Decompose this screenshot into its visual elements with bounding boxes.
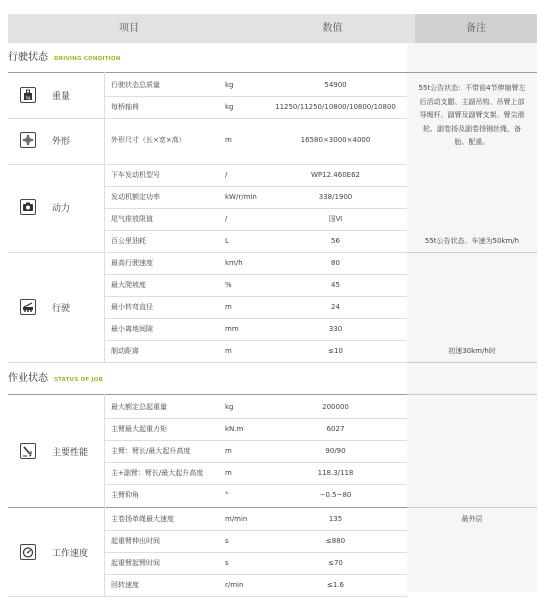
table-row [104,275,407,296]
row-unit: / [225,215,228,223]
row-value: −0.5~80 [319,491,352,499]
row-value: 118.3/118 [317,469,354,477]
row-unit: m [225,447,232,455]
section-title-working-cn: 作业状态 [8,373,48,384]
note-brake: 初速30km/h时 [448,347,496,355]
row-value: 国Ⅵ [328,215,343,223]
section-title-working-en: STATUS OF JOB [54,377,104,383]
section-title-working [8,368,103,390]
row-unit: km/h [225,259,243,267]
row-value: 56 [331,237,340,245]
column-divider [104,394,105,596]
header-item: 项目 [119,23,139,34]
row-value: 45 [331,281,340,289]
row-name: 最小转弯直径 [111,303,153,311]
row-name: 主卷扬单绳最大速度 [111,515,174,523]
group-label-performance: 主要性能 [52,448,89,458]
table-row [104,485,407,506]
table-header [8,14,537,43]
table-row [104,553,407,574]
table-row [104,209,407,230]
row-name: 尾气排放限值 [111,215,153,223]
table-row [104,419,407,440]
row-value: 6027 [326,425,345,433]
table-row [104,231,407,252]
row-unit: s [225,537,229,545]
row-name: 行驶状态总质量 [111,81,160,89]
header-value: 数值 [322,23,343,34]
row-name: 最大额定总起重量 [111,403,167,411]
divider [8,394,407,395]
row-unit: L [225,237,229,245]
section-title-driving-cn: 行驶状态 [8,52,48,63]
row-unit: kW/r/min [225,193,257,201]
speedometer-icon [20,544,36,560]
row-value: ≤70 [328,559,343,567]
row-value: 24 [331,303,340,311]
crane-hook-icon [20,443,36,459]
row-name: 下车发动机型号 [111,171,160,179]
row-name: 回转速度 [111,581,139,589]
divider [8,596,407,597]
row-value: 80 [331,259,340,267]
section-title-driving [8,47,121,69]
row-unit: kN.m [225,425,244,433]
table-row [104,253,407,274]
group-label-travel: 行驶 [52,304,71,314]
table-row [104,165,407,186]
table-row [104,297,407,318]
row-name: 最小离地间隙 [111,325,153,333]
engine-icon [20,199,36,215]
row-value: 54900 [324,81,347,89]
row-name: 百公里油耗 [111,237,146,245]
row-value: 338/1900 [318,193,353,201]
row-name: 主臂：臂长/最大起升高度 [111,447,191,455]
row-name: 外形尺寸（长×宽×高） [111,136,186,144]
divider [8,72,537,73]
row-unit: / [225,171,228,179]
divider [8,362,407,363]
divider [407,252,537,253]
row-unit: ° [225,491,229,499]
row-name: 每桥轴荷 [111,103,139,111]
section-title-driving-en: DRIVING CONDITION [54,56,121,62]
row-value: ≤10 [328,347,343,355]
table-row [104,341,407,362]
row-value: 330 [328,325,343,333]
table-row [104,397,407,418]
row-name: 最大爬坡度 [111,281,146,289]
row-unit: m [225,136,232,144]
row-name: 起重臂伸出时间 [111,537,160,545]
note-winch: 最外层 [461,515,483,523]
table-row [104,187,407,208]
divider [8,118,407,119]
row-name: 起重臂起臂时间 [111,559,160,567]
row-name: 最高行驶速度 [111,259,153,267]
table-row [104,509,407,530]
row-unit: % [225,281,232,289]
note-weight: 55t公告状态：不带前4节伸缩臂左后活动支腿、主副吊钩、吊臂上部导绳杆、副臂及副臂支架、臂尖滑轮、副卷扬及副卷扬钢丝绳、备胎、配重。 [418,84,526,146]
divider [407,394,537,395]
row-name: 主臂最大起重力矩 [111,425,167,433]
table-row [104,319,407,340]
row-value: WP12.460E62 [311,171,360,179]
row-value: 200000 [322,403,349,411]
divider [407,362,537,363]
row-unit: r/min [225,581,244,589]
row-name: 主+副臂：臂长/最大起升高度 [111,469,204,477]
row-unit: m [225,303,232,311]
column-divider [104,72,105,362]
row-unit: m/min [225,515,248,523]
group-label-power: 动力 [52,204,71,214]
weight-icon [20,87,36,103]
row-unit: mm [225,325,239,333]
table-row [104,575,407,596]
row-unit: s [225,559,229,567]
note-fuel: 55t公告状态、车速为50km/h [424,237,520,245]
row-value: ≤880 [325,537,346,545]
group-label-weight: 重量 [52,92,71,102]
row-unit: m [225,469,232,477]
group-label-shape: 外形 [52,137,71,147]
row-value: 11250/11250/10800/10800/10800 [275,103,396,111]
table-row [104,441,407,462]
row-value: 135 [328,515,343,523]
row-name: 主臂仰角 [111,491,139,499]
table-row [104,97,407,118]
row-unit: kg [225,103,234,111]
divider [407,507,537,508]
table-row [104,75,407,96]
row-unit: kg [225,81,234,89]
table-row [104,463,407,484]
row-value: ≤1.6 [327,581,344,589]
row-unit: kg [225,403,234,411]
crane-truck-icon [20,299,36,315]
svg-text:kg: kg [25,95,31,100]
header-remark: 备注 [415,14,537,43]
table-row [104,130,407,151]
row-value: 16580×3000×4000 [300,136,371,144]
group-label-speed: 工作速度 [52,549,89,559]
row-value: 90/90 [325,447,346,455]
table-row [104,531,407,552]
dimension-arrows-icon [20,132,36,148]
row-name: 制动距离 [111,347,139,355]
row-unit: m [225,347,232,355]
row-name: 发动机额定功率 [111,193,160,201]
divider [8,507,407,508]
